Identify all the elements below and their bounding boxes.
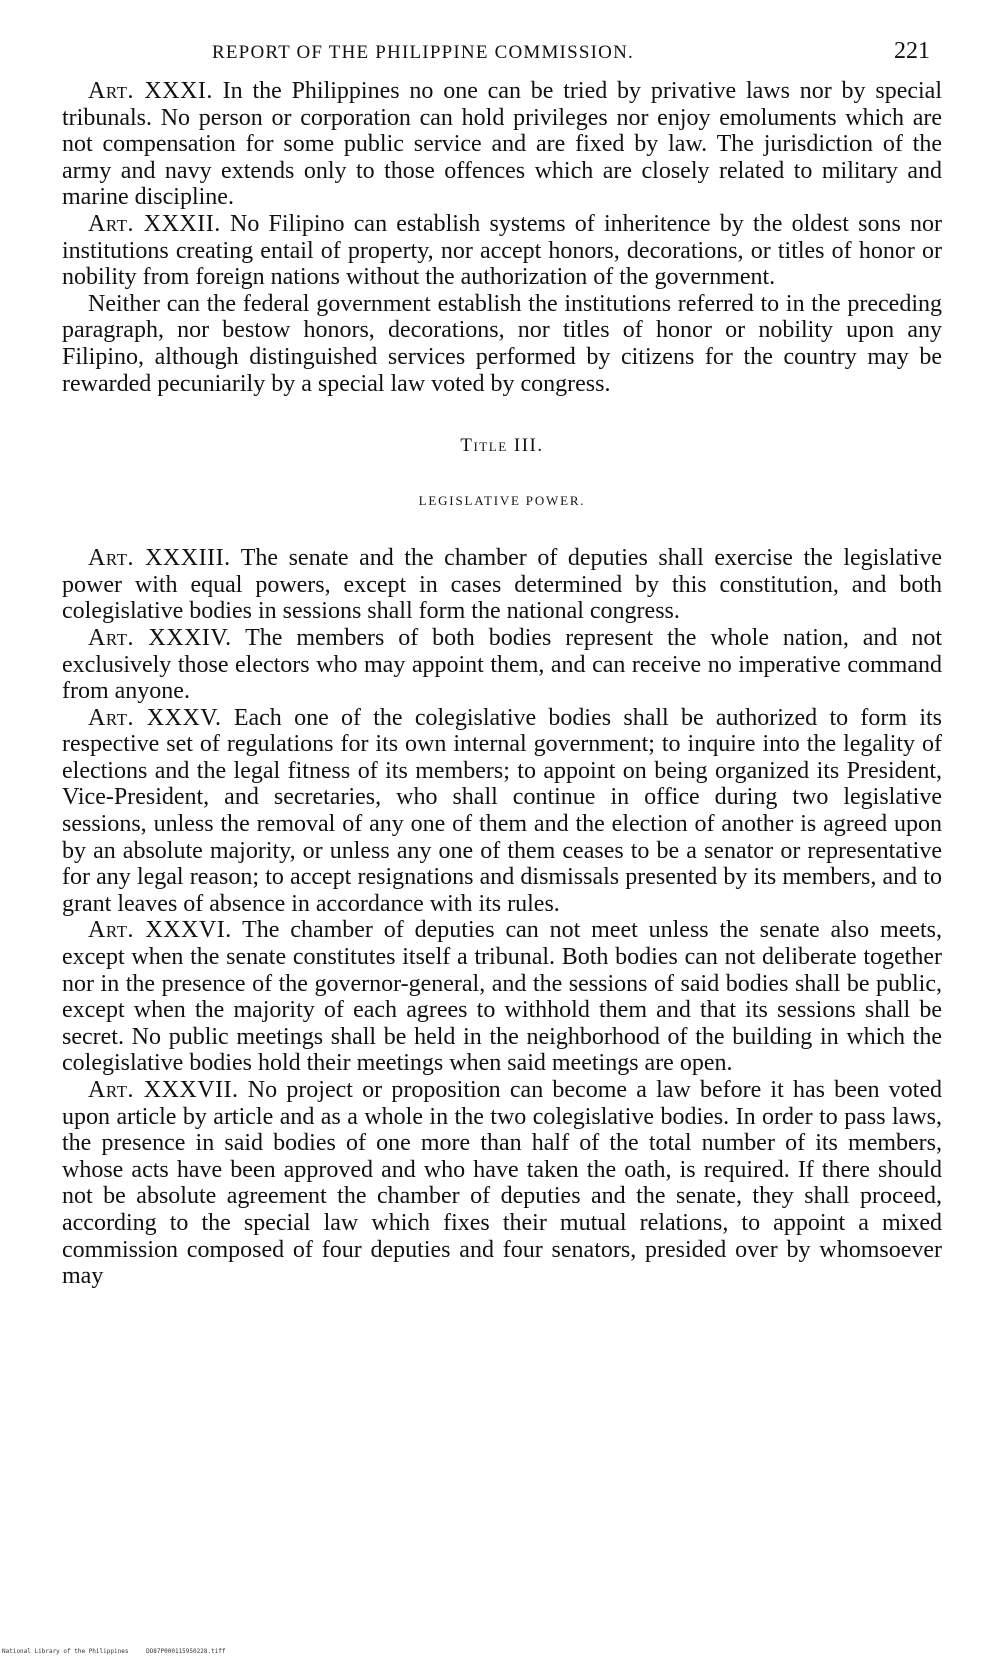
running-title: REPORT OF THE PHILIPPINE COMMISSION. [212, 42, 634, 63]
footer-filename: DO87P000115950228.tiff [146, 1648, 226, 1655]
document-page [62, 38, 942, 1290]
article-text: In the Philippines no one can be tried by privative laws nor by special tribunals. No person or corporation can hold privileges nor enjoy emoluments which are not compensation for some public service and are fixed by law. The jurisdiction of the army and navy extends only to those offences which are closely related to military and marine discipline. [62, 78, 942, 211]
article-text: The members of both bodies represent the whole nation, and not exclusively those electors who may appoint them, and can receive no imperative command from anyone. [62, 624, 942, 705]
running-head [62, 38, 942, 78]
article-label: Art. XXXVII. [88, 1077, 239, 1103]
article-label: Art. XXXI. [88, 78, 213, 104]
article-paragraph [62, 705, 942, 918]
section-a [62, 78, 942, 397]
article-text: Each one of the colegislative bodies shall be authorized to form its respective set of regulations for its own internal government; to inquire into the legality of elections and the legal fitness of its members; to appoint on being organized its President, Vice-President, and secretaries, who shall continue in office during two legislative sessions, unless the removal of any one of them and the election of another is agreed upon by an absolute majority, or unless any one of them ceases to be a senator or representative for any legal reason; to accept resignations and dismissals presented by its members, and to grant leaves of absence in accordance with its rules. [62, 704, 942, 917]
article-text: No Filipino can establish systems of inheritence by the oldest sons nor institutions creating entail of property, nor accept honors, decorations, or titles of honor or nobility from foreign nations without the authorization of the government. [62, 210, 943, 291]
article-label: Art. XXXIII. [88, 545, 231, 572]
footer-source: National Library of the Philippines [2, 1648, 129, 1655]
article-paragraph [62, 545, 942, 625]
article-text: The chamber of deputies can not meet unless the senate also meets, except when the senate constitutes itself a tribunal. Both bodies can not deliberate together nor in the presence of the governor-general, and the sessions of said bodies shall be public, except when the majority of each agrees to withhold them and that its sessions shall be secret. No public meetings shall be held in the neighborhood of the building in which the colegislative bodies hold their meetings when said meetings are open. [62, 917, 942, 1077]
article-text: No project or proposition can become a law before it has been voted upon article by article and as a whole in the two colegislative bodies. In order to pass laws, the presence in said bodies of one more than half of the total number of its members, whose acts have been approved and who have taken the oath, is required. If there should not be absolute agreement the chamber of deputies and the senate, they shall proceed, according to the special law which fixes their mutual relations, to appoint a mixed commission composed of four deputies and four senators, presided over by whomsoever may [62, 1077, 943, 1290]
article-paragraph [62, 625, 942, 705]
article-paragraph [62, 917, 942, 1077]
continuation-paragraph [62, 291, 942, 397]
article-paragraph [62, 1077, 942, 1290]
article-label: Art. XXXVI. [88, 917, 232, 944]
title-heading: Title III. [460, 435, 544, 457]
article-label: Art. XXXV. [88, 704, 222, 731]
section-b [62, 545, 942, 1290]
page-number: 221 [894, 38, 930, 64]
article-paragraph [62, 211, 942, 291]
section-subheading: LEGISLATIVE POWER. [418, 493, 586, 509]
scan-footer [2, 1648, 240, 1655]
paragraph-text: Neither can the federal government establish the institutions referred to in the preceding paragraph, nor bestow honors, decorations, nor titles of honor or nobility upon any Filipino, although distinguished services performed by citizens for the country may be rewarded pecuniarily by a special law voted by congress. [62, 290, 942, 397]
article-text: The senate and the chamber of deputies shall exercise the legislative power with equal powers, except in cases determined by this constitution, and both colegislative bodies in sessions shall form the national congress. [62, 545, 942, 625]
article-label: Art. XXXIV. [88, 624, 232, 651]
article-label: Art. XXXII. [88, 210, 221, 237]
article-paragraph [62, 78, 942, 211]
